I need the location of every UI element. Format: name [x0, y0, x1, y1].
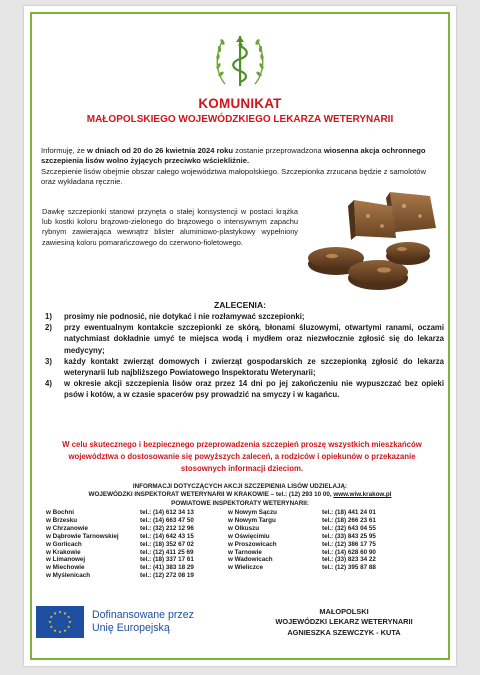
district-phone: tel.: (18) 441 24 01 [322, 509, 376, 516]
voivodeship-inspectorate [24, 491, 456, 499]
notice-page [24, 6, 456, 666]
recommendation-number: 1) [45, 312, 52, 321]
district-contacts-table [46, 509, 426, 580]
district-phone: tel.: (14) 612 34 13 [140, 509, 194, 516]
district-name: w Gorlicach [46, 540, 82, 548]
district-phone: tel.: (33) 823 34 22 [322, 556, 376, 564]
eu-funding-line2: Unię Europejską [92, 622, 170, 634]
table-row [46, 509, 426, 517]
info-heading: INFORMACJI DOTYCZĄCYCH AKCJI SZCZEPIENIA LISÓW UDZIELAJĄ: [132, 483, 348, 490]
eu-flag-icon [36, 606, 84, 638]
district-name: w Wieliczce [228, 564, 263, 572]
recommendation-number: 4) [45, 379, 52, 389]
table-row [46, 517, 426, 525]
district-phone: tel.: (41) 383 18 29 [140, 564, 194, 572]
table-row [46, 572, 426, 580]
district-name: w Oświęcimiu [228, 532, 270, 540]
district-name: w Myślenicach [46, 572, 91, 580]
intro-area-text: Szczepienie lisów obejmie obszar całego województwa małopolskiego. Szczepionka zrzucana będzie z samolotów oraz wykładana ręcznie. [41, 166, 426, 186]
table-row [46, 564, 426, 572]
district-phone: tel.: (32) 643 04 55 [322, 524, 376, 532]
intro-text-c: zostanie przeprowadzona [233, 146, 324, 155]
intro-campaign: wiosenna akcja ochronnego szczepienia lisów wolno żyjących przeciwko wściekliźnie. [41, 146, 426, 166]
signature-name: AGNIESZKA SZEWCZYK - KUTA [287, 627, 401, 637]
safety-appeal: W celu skutecznego i bezpiecznego przeprowadzenia szczepień proszę wszystkich mieszkańców województwa o dostosowanie się powyższych zaleceń, a rodziców i opiekunów o przekazanie stosownych informacji dzieciom. [62, 440, 422, 474]
district-inspectorates-heading: POWIATOWE INSPEKTORATY WETERYNARII: [171, 499, 309, 507]
vaccine-bait-image [296, 186, 444, 298]
district-name: w Limanowej [46, 556, 86, 564]
recommendation-text: w okresie akcji szczepienia lisów oraz przez 14 dni po jej zakończeniu nie wypuszczać bez opieki psów i kotów, a w czasie spacerów psy prowadzić na smyczy i w kagańcu. [64, 379, 444, 400]
table-row [46, 541, 426, 549]
recommendation-item [42, 356, 444, 378]
dose-description: Dawkę szczepionki stanowi przynęta o stałej konsystencji w postaci krążka lub kostki koloru brązowo-zielonego do brązowego o intensywnym zapachu rybnym zawierająca wewnątrz blister aluminiowo-plastykowy wypełniony zawiesiną koloru pomarańczowego do czerwono-fioletowego. [42, 207, 298, 247]
district-name: w Olkuszu [228, 524, 260, 532]
district-phone: tel.: (18) 337 17 61 [140, 556, 194, 564]
eu-funding-text [92, 609, 194, 635]
contact-info-header [24, 483, 456, 508]
website-link[interactable]: www.wiw.krakow.pl [333, 491, 392, 499]
signature-line1: MAŁOPOLSKI [319, 607, 369, 616]
recommendation-text: przy ewentualnym kontakcie szczepionki ze skórą, błonami śluzowymi, otwartymi ranami, oczami natychmiast dokładnie umyć te miejsca wodą i mydłem oraz niezwłocznie zgłosić się do lekarza medycyny; [64, 323, 444, 355]
table-row [46, 533, 426, 541]
district-name [228, 572, 322, 580]
recommendation-number: 2) [45, 323, 52, 333]
district-name: w Dąbrowie Tarnowskiej [46, 532, 119, 540]
notice-title: KOMUNIKAT [198, 96, 282, 111]
recommendations-list [42, 311, 444, 401]
district-phone: tel.: (18) 352 67 02 [140, 540, 194, 548]
recommendation-number: 3) [45, 356, 52, 366]
signature-line2: WOJEWÓDZKI LEKARZ WETERYNARII [275, 617, 413, 627]
table-row [46, 549, 426, 557]
district-name: w Miechowie [46, 564, 85, 572]
district-name: w Wadowicach [228, 556, 273, 564]
voivodeship-inspectorate-phone: WOJEWÓDZKI INSPEKTORAT WETERYNARII W KRAKOWIE – tel.: (12) 293 10 00, [88, 491, 334, 499]
district-name: w Chrzanowie [46, 524, 88, 532]
table-row [46, 556, 426, 564]
recommendation-item [42, 311, 444, 322]
veterinary-emblem-icon [213, 26, 267, 92]
district-phone: tel.: (12) 411 25 69 [140, 548, 194, 556]
district-phone [322, 572, 426, 580]
intro-paragraph [41, 146, 441, 187]
district-name: w Brzesku [46, 516, 78, 524]
district-phone: tel.: (12) 395 87 88 [322, 564, 376, 572]
intro-dates: w dniach od 20 do 26 kwietnia 2024 roku [87, 146, 234, 155]
signature-block [236, 607, 452, 638]
table-row [46, 525, 426, 533]
recommendation-text: każdy kontakt zwierząt domowych i zwierząt gospodarskich ze szczepionką zgłosić do lekarza weterynarii lub najbliższego Powiatowego Inspektoratu Weterynarii; [64, 356, 444, 378]
district-phone: tel.: (12) 272 08 19 [140, 572, 194, 580]
recommendation-text: prosimy nie podnosić, nie dotykać i nie rozłamywać szczepionki; [64, 312, 305, 321]
district-name: w Tarnowie [228, 548, 262, 556]
intro-text-a: Informuję, że [41, 146, 88, 155]
notice-subtitle: MAŁOPOLSKIEGO WOJEWÓDZKIEGO LEKARZA WETERYNARII [86, 114, 394, 125]
district-phone: tel.: (32) 212 12 96 [140, 524, 194, 532]
district-phone: tel.: (14) 642 43 15 [140, 532, 194, 540]
eu-funding-logo [36, 606, 236, 644]
district-phone: tel.: (14) 628 60 90 [322, 548, 376, 556]
district-phone: tel.: (14) 663 47 50 [140, 516, 194, 524]
district-name: w Bochni [46, 509, 74, 516]
district-name: w Nowym Sączu [228, 509, 277, 516]
recommendations-heading: ZALECENIA: [213, 300, 267, 310]
district-name: w Krakowie [46, 548, 81, 556]
district-phone: tel.: (18) 266 23 61 [322, 516, 376, 524]
recommendation-item [42, 378, 444, 400]
district-phone: tel.: (12) 386 17 75 [322, 540, 376, 548]
district-name: w Proszowicach [228, 540, 277, 548]
eu-funding-line1: Dofinansowane przez [92, 609, 194, 621]
district-name: w Nowym Targu [228, 516, 276, 524]
district-phone: tel.: (33) 843 25 95 [322, 532, 376, 540]
recommendation-item [42, 322, 444, 356]
